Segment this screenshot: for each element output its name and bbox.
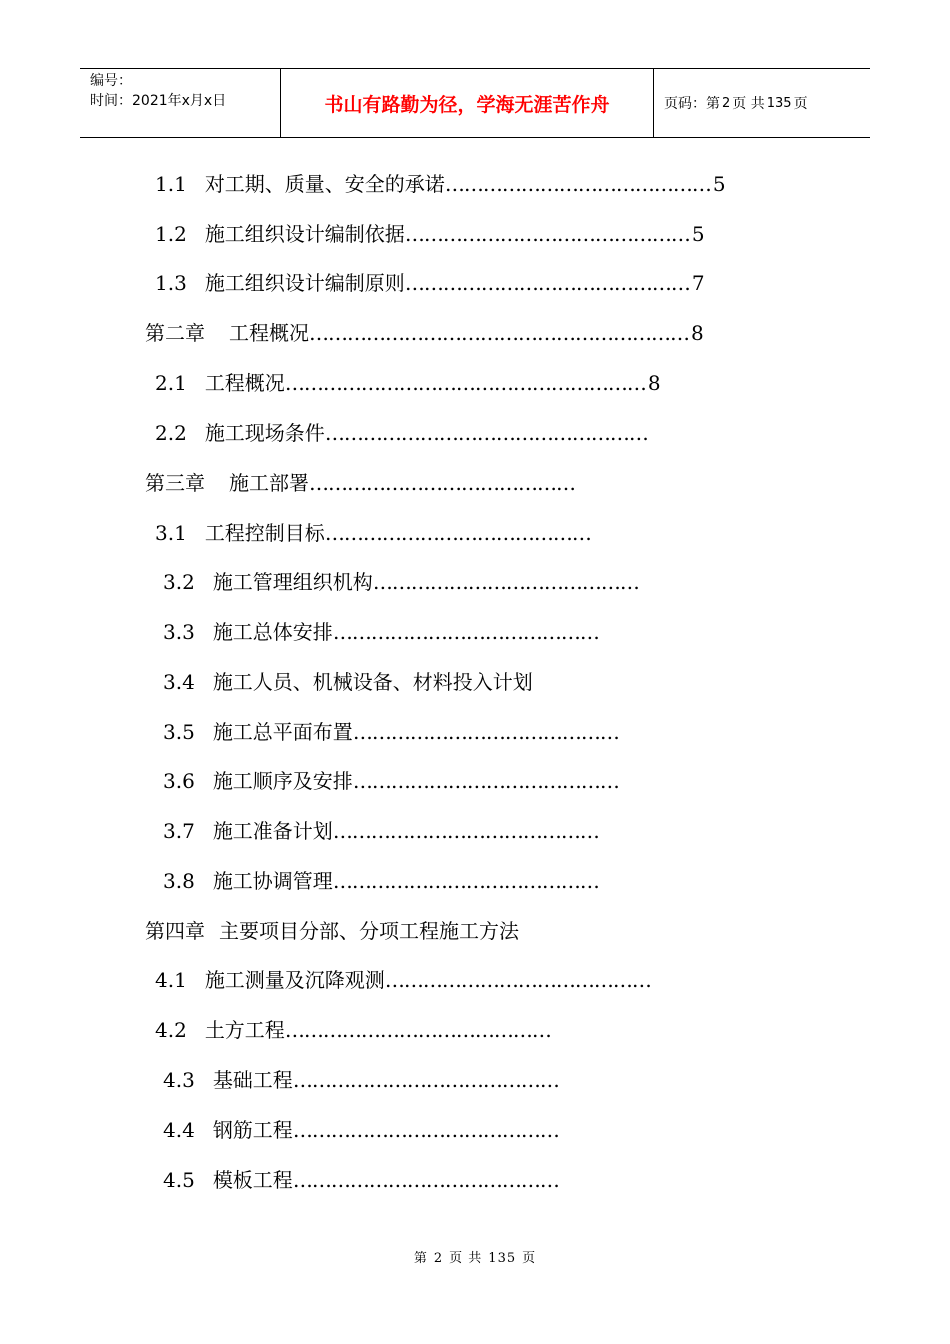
toc-entry[interactable] (155, 968, 653, 992)
toc-entry[interactable] (155, 172, 726, 196)
toc-number: 1.2 (155, 222, 187, 246)
toc-entry[interactable] (163, 869, 601, 893)
toc-title: 工程控制目标 (204, 521, 325, 545)
header-motto: 书山有路勤为径，学海无涯苦作舟 (281, 69, 654, 137)
toc-entry[interactable] (163, 1068, 561, 1092)
toc-title: 施工准备计划 (212, 819, 333, 843)
page-total: 135 (766, 95, 792, 111)
toc-title: 施工部署 (229, 471, 309, 495)
page-mid: 页 共 (732, 96, 765, 112)
toc-leader: …………………………………… (332, 819, 599, 843)
toc-entry[interactable] (155, 521, 593, 545)
header-meta (80, 69, 281, 137)
toc-leader: …………………………………… (284, 1018, 551, 1042)
toc-page: 8 (691, 321, 704, 345)
toc-number: 第二章 (145, 321, 205, 345)
toc-leader: …………………………………… (292, 1168, 559, 1192)
toc-number: 第四章 (145, 919, 205, 943)
footer-prefix: 第 (413, 1251, 428, 1266)
toc-entry[interactable] (163, 769, 621, 793)
toc-title: 施工协调管理 (212, 869, 333, 893)
footer-page-number: 2 (433, 1251, 444, 1266)
toc-chapter[interactable] (145, 321, 704, 345)
toc-leader: …………………………………… (372, 570, 639, 594)
toc-title: 施工总平面布置 (212, 720, 353, 744)
toc-title: 对工期、质量、安全的承诺 (204, 172, 445, 196)
toc-number: 3.8 (163, 869, 195, 893)
toc-leader: …………………………………… (352, 769, 619, 793)
toc-entry[interactable] (155, 1018, 553, 1042)
page-suffix: 页 (793, 96, 808, 112)
toc-entry[interactable] (163, 1118, 561, 1142)
toc-entry[interactable] (163, 670, 535, 694)
toc-title: 施工组织设计编制原则 (204, 271, 405, 295)
toc-title: 施工人员、机械设备、材料投入计划 (212, 670, 533, 694)
toc-entry[interactable] (163, 1168, 561, 1192)
toc-page: 8 (647, 371, 661, 395)
toc-number: 3.4 (163, 670, 195, 694)
toc-leader: …………………………………… (352, 720, 619, 744)
toc-title: 工程概况 (204, 371, 285, 395)
toc-entry[interactable] (163, 720, 621, 744)
toc-number: 2.1 (155, 371, 187, 395)
toc-number: 4.3 (163, 1068, 195, 1092)
toc-entry[interactable] (155, 271, 705, 295)
toc-page: 5 (691, 222, 705, 246)
toc-chapter[interactable] (145, 919, 521, 943)
toc-leader: …………………………………… (332, 620, 599, 644)
toc-leader: ……………………………………… (404, 222, 690, 246)
toc-entry[interactable] (155, 371, 661, 395)
code-label: 编号： (90, 73, 132, 89)
toc-number: 4.1 (155, 968, 187, 992)
toc-page: 7 (691, 271, 705, 295)
toc-leader: …………………………………… (444, 172, 711, 196)
toc-leader: …………………………………… (324, 521, 591, 545)
toc-leader: …………………………………………………… (309, 321, 689, 345)
toc-title: 施工管理组织机构 (212, 570, 373, 594)
footer-page-total: 135 (488, 1251, 517, 1266)
toc-title: 钢筋工程 (212, 1118, 293, 1142)
toc-leader: …………………………………………… (324, 421, 648, 445)
toc-number: 3.3 (163, 620, 195, 644)
page-footer (0, 1247, 950, 1266)
toc-leader: …………………………………… (332, 869, 599, 893)
header-page-info (654, 69, 870, 137)
toc-number: 3.2 (163, 570, 195, 594)
toc-number: 3.6 (163, 769, 195, 793)
toc-title: 工程概况 (229, 321, 309, 345)
toc-number: 2.2 (155, 421, 187, 445)
toc-number: 1.3 (155, 271, 187, 295)
toc-title: 主要项目分部、分项工程施工方法 (219, 919, 519, 943)
toc-number: 4.2 (155, 1018, 187, 1042)
toc-entry[interactable] (155, 222, 705, 246)
toc-number: 1.1 (155, 172, 187, 196)
toc-entry[interactable] (155, 421, 650, 445)
toc-leader: …………………………………… (292, 1118, 559, 1142)
toc-leader: ………………………………………………… (284, 371, 646, 395)
toc-title: 施工测量及沉降观测 (204, 968, 385, 992)
toc-entry[interactable] (163, 620, 601, 644)
toc-leader: …………………………………… (292, 1068, 559, 1092)
toc-chapter[interactable] (145, 471, 577, 495)
toc-number: 3.1 (155, 521, 187, 545)
toc-number: 4.5 (163, 1168, 195, 1192)
toc-number: 第三章 (145, 471, 205, 495)
toc-title: 基础工程 (212, 1068, 293, 1092)
footer-mid: 页 共 (449, 1251, 483, 1266)
page-header (80, 68, 870, 138)
toc-title: 模板工程 (212, 1168, 293, 1192)
footer-suffix: 页 (522, 1251, 537, 1266)
toc-leader: ……………………………………… (404, 271, 690, 295)
toc-entry[interactable] (163, 570, 641, 594)
toc-title: 施工顺序及安排 (212, 769, 353, 793)
toc-title: 施工组织设计编制依据 (204, 222, 405, 246)
toc-entry[interactable] (163, 819, 601, 843)
toc-number: 3.5 (163, 720, 195, 744)
time-label: 时间：2021年x月x日 (90, 93, 227, 109)
toc-leader: …………………………………… (309, 471, 575, 495)
page-number: 2 (722, 95, 731, 111)
toc-title: 土方工程 (204, 1018, 285, 1042)
toc-title: 施工现场条件 (204, 421, 325, 445)
toc-page: 5 (712, 172, 726, 196)
page-prefix: 页码：第 (664, 96, 720, 112)
toc-leader: …………………………………… (384, 968, 651, 992)
toc-title: 施工总体安排 (212, 620, 333, 644)
toc-number: 4.4 (163, 1118, 195, 1142)
toc-number: 3.7 (163, 819, 195, 843)
